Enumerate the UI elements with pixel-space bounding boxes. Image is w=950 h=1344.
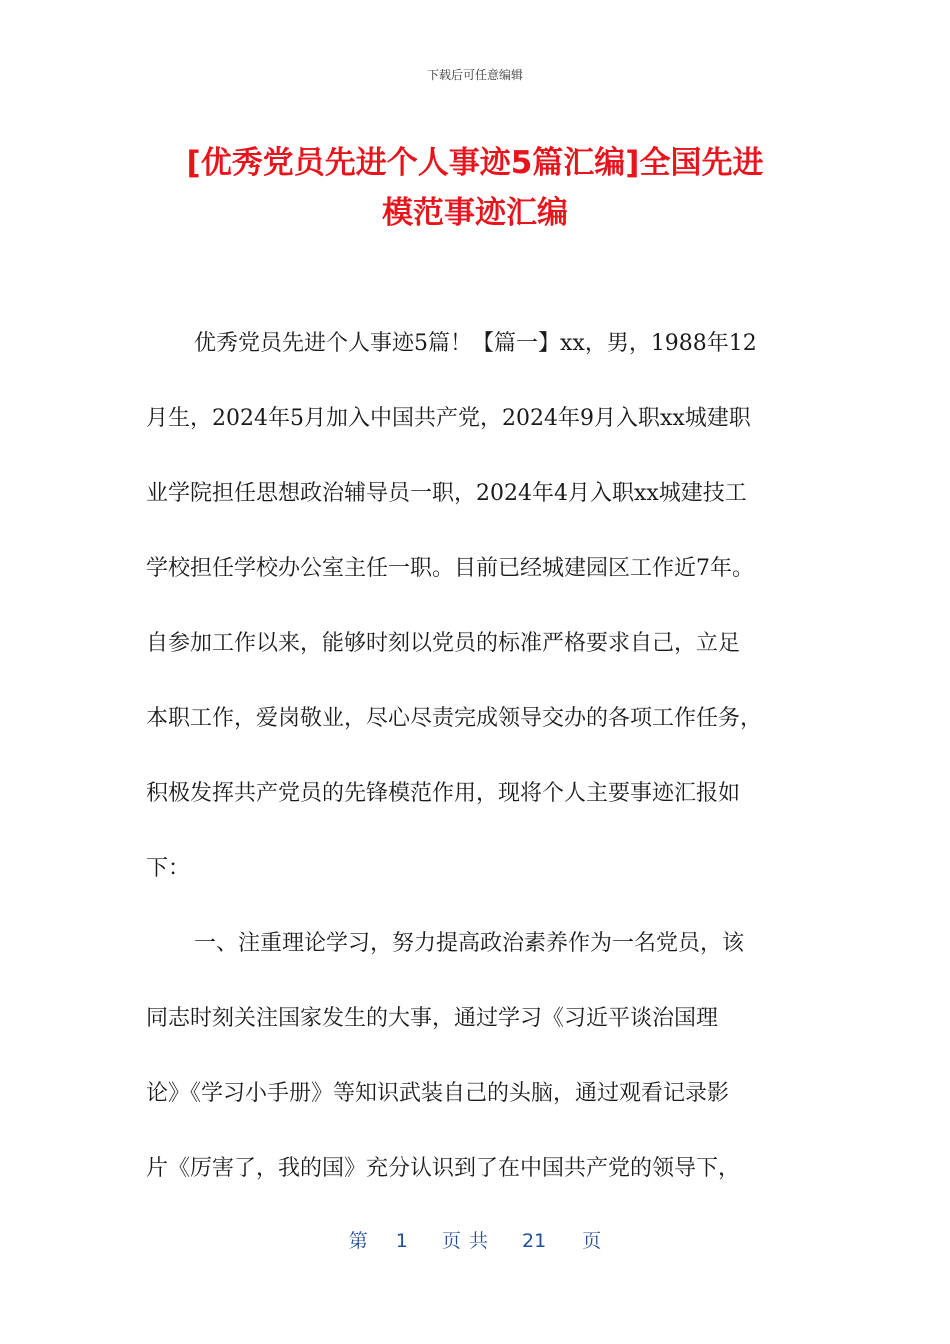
footer-middle: 页共 — [441, 1230, 496, 1252]
body-line-8: 下： — [146, 856, 191, 881]
body-line-11: 论》《学习小手册》等知识武装自己的头脑，通过观看记录影 — [146, 1081, 730, 1106]
body-line-4: 学校担任学校办公室主任一职。目前已经城建园区工作近7年。 — [146, 556, 754, 581]
footer-prefix: 第 — [348, 1230, 368, 1252]
body-line-5: 自参加工作以来，能够时刻以党员的标准严格要求自己，立足 — [146, 631, 741, 656]
body-line-6: 本职工作，爱岗敬业，尽心尽责完成领导交办的各项工作任务， — [146, 706, 763, 731]
body-line-7: 积极发挥共产党员的先锋模范作用，现将个人主要事迹汇报如 — [146, 781, 741, 806]
document-title — [130, 138, 820, 238]
title-line-2: 模范事迹汇编 — [382, 195, 568, 231]
footer-page-number: 1 — [395, 1230, 408, 1252]
header-note: 下载后可任意编辑 — [426, 68, 523, 82]
title-line-1: [优秀党员先进个人事迹5篇汇编]全国先进 — [186, 145, 764, 181]
footer-suffix: 页 — [582, 1230, 602, 1252]
body-line-2: 月生，2024年5月加入中国共产党，2024年9月入职xx城建职 — [146, 406, 751, 431]
footer-total-pages: 21 — [522, 1230, 547, 1252]
body-line-9: 一、注重理论学习，努力提高政治素养作为一名党员，该 — [194, 931, 745, 956]
page-footer — [0, 1226, 950, 1253]
body-line-10: 同志时刻关注国家发生的大事，通过学习《习近平谈治国理 — [146, 1006, 719, 1031]
body-line-1: 优秀党员先进个人事迹5篇！【篇一】xx，男，1988年12 — [194, 331, 757, 356]
body-line-12: 片《厉害了，我的国》充分认识到了在中国共产党的领导下， — [146, 1156, 741, 1181]
body-line-3: 业学院担任思想政治辅导员一职，2024年4月入职xx城建技工 — [146, 481, 747, 506]
